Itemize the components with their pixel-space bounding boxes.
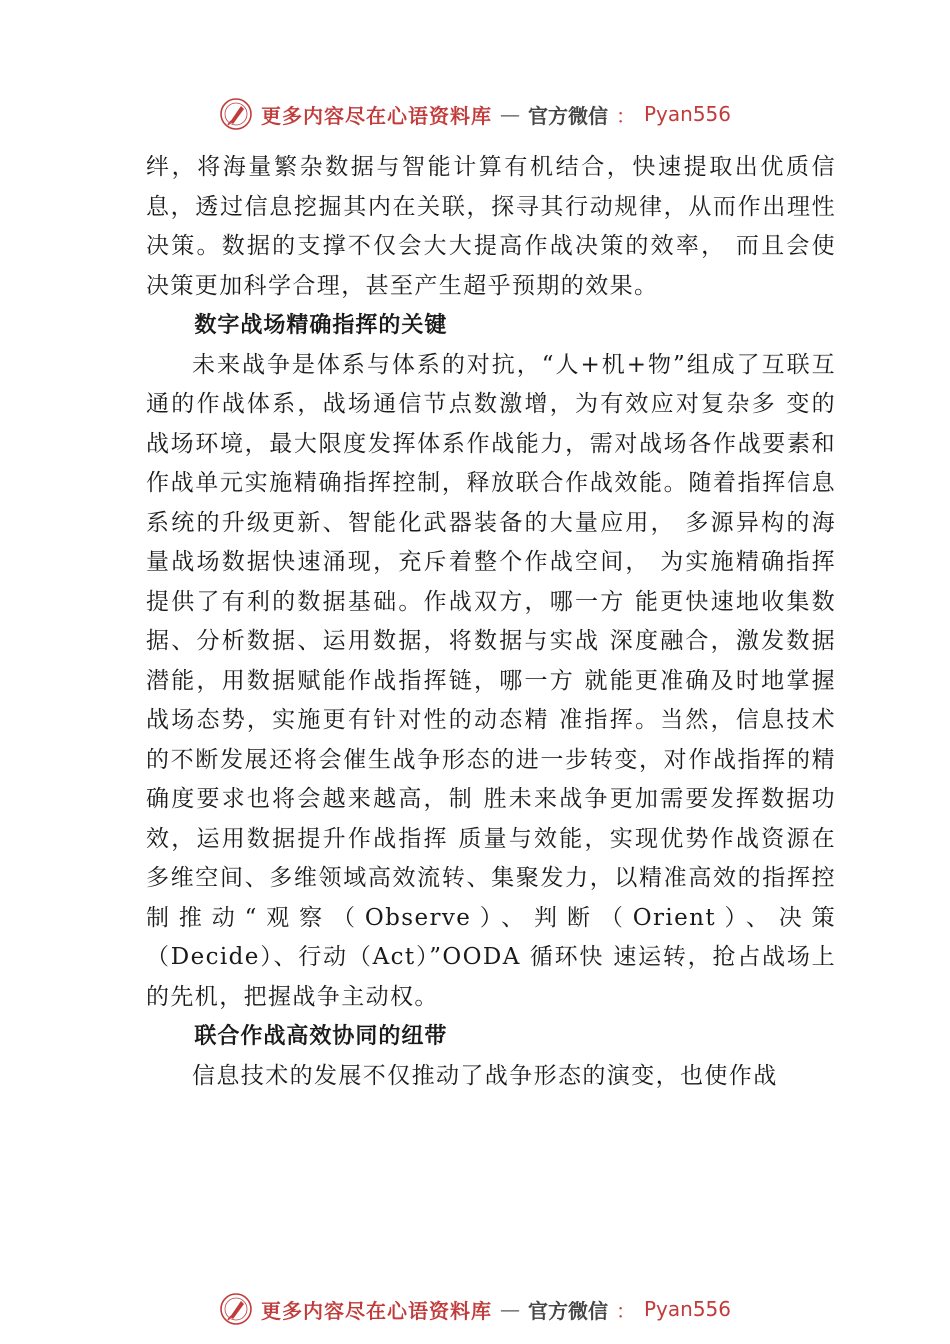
paragraph-intro: 绊，将海量繁杂数据与智能计算有机结合，快速提取出优质信息，透过信息挖掘其内在关联，探寻其行动规律，从而作出理性决策。数据的支撑不仅会大大提高作战决策的效率， 而且会使决策更加科学合理，甚至产生超乎预期的效果。 (146, 154, 836, 299)
wechat-label: 官方微信 (527, 1298, 608, 1323)
brand-text: 更多内容尽在心语资料库 (260, 103, 492, 128)
colon: ： (615, 103, 636, 128)
wechat-id: Pyan556 (643, 102, 731, 126)
wechat-id: Pyan556 (643, 1297, 731, 1321)
header-banner (0, 94, 950, 134)
separator-dash: — (499, 102, 520, 126)
separator-dash: — (499, 1297, 520, 1321)
paragraph-2: 信息技术的发展不仅推动了战争形态的演变，也使作战 (192, 1062, 778, 1089)
quill-logo-icon (219, 1292, 253, 1326)
footer-banner (0, 1289, 950, 1329)
document-body (146, 148, 836, 1096)
section-heading-1: 数字战场精确指挥的关键 (194, 313, 448, 338)
brand-text: 更多内容尽在心语资料库 (260, 1298, 492, 1323)
wechat-label: 官方微信 (527, 103, 608, 128)
paragraph-1: 未来战争是体系与体系的对抗，“人+机+物”组成了互联互通的作战体系，战场通信节点数激增，为有效应对复杂多 变的战场环境，最大限度发挥体系作战能力，需对战场各作战要素和作战单元实施精确指挥控制，释放联合作战效能。随着指挥信息系统的升级更新、智能化武器装备的大量应用， 多源异构的海量战场数据快速涌现，充斥着整个作战空间， 为实施精确指挥提供了有利的数据基础。作战双方，哪一方 能更快速地收集数据、分析数据、运用数据，将数据与实战 深度融合，激发数据潜能，用数据赋能作战指挥链，哪一方 就能更准确及时地掌握战场态势，实施更有针对性的动态精 准指挥。当然，信息技术的不断发展还将会催生战争形态的进一步转变，对作战指挥的精确度要求也将会越来越高，制 胜未来战争更加需要发挥数据功效，运用数据提升作战指挥 质量与效能，实现优势作战资源在多维空间、多维领域高效流转、集聚发力，以精准高效的指挥控制推动“观察（Observe）、判断（Orient）、决策（Decide）、行动（Act）”OODA 循环快 速运转，抢占战场上的先机，把握战争主动权。 (146, 351, 836, 1010)
section-heading-2: 联合作战高效协同的纽带 (194, 1024, 448, 1049)
quill-logo-icon (219, 97, 253, 131)
colon: ： (615, 1298, 636, 1323)
